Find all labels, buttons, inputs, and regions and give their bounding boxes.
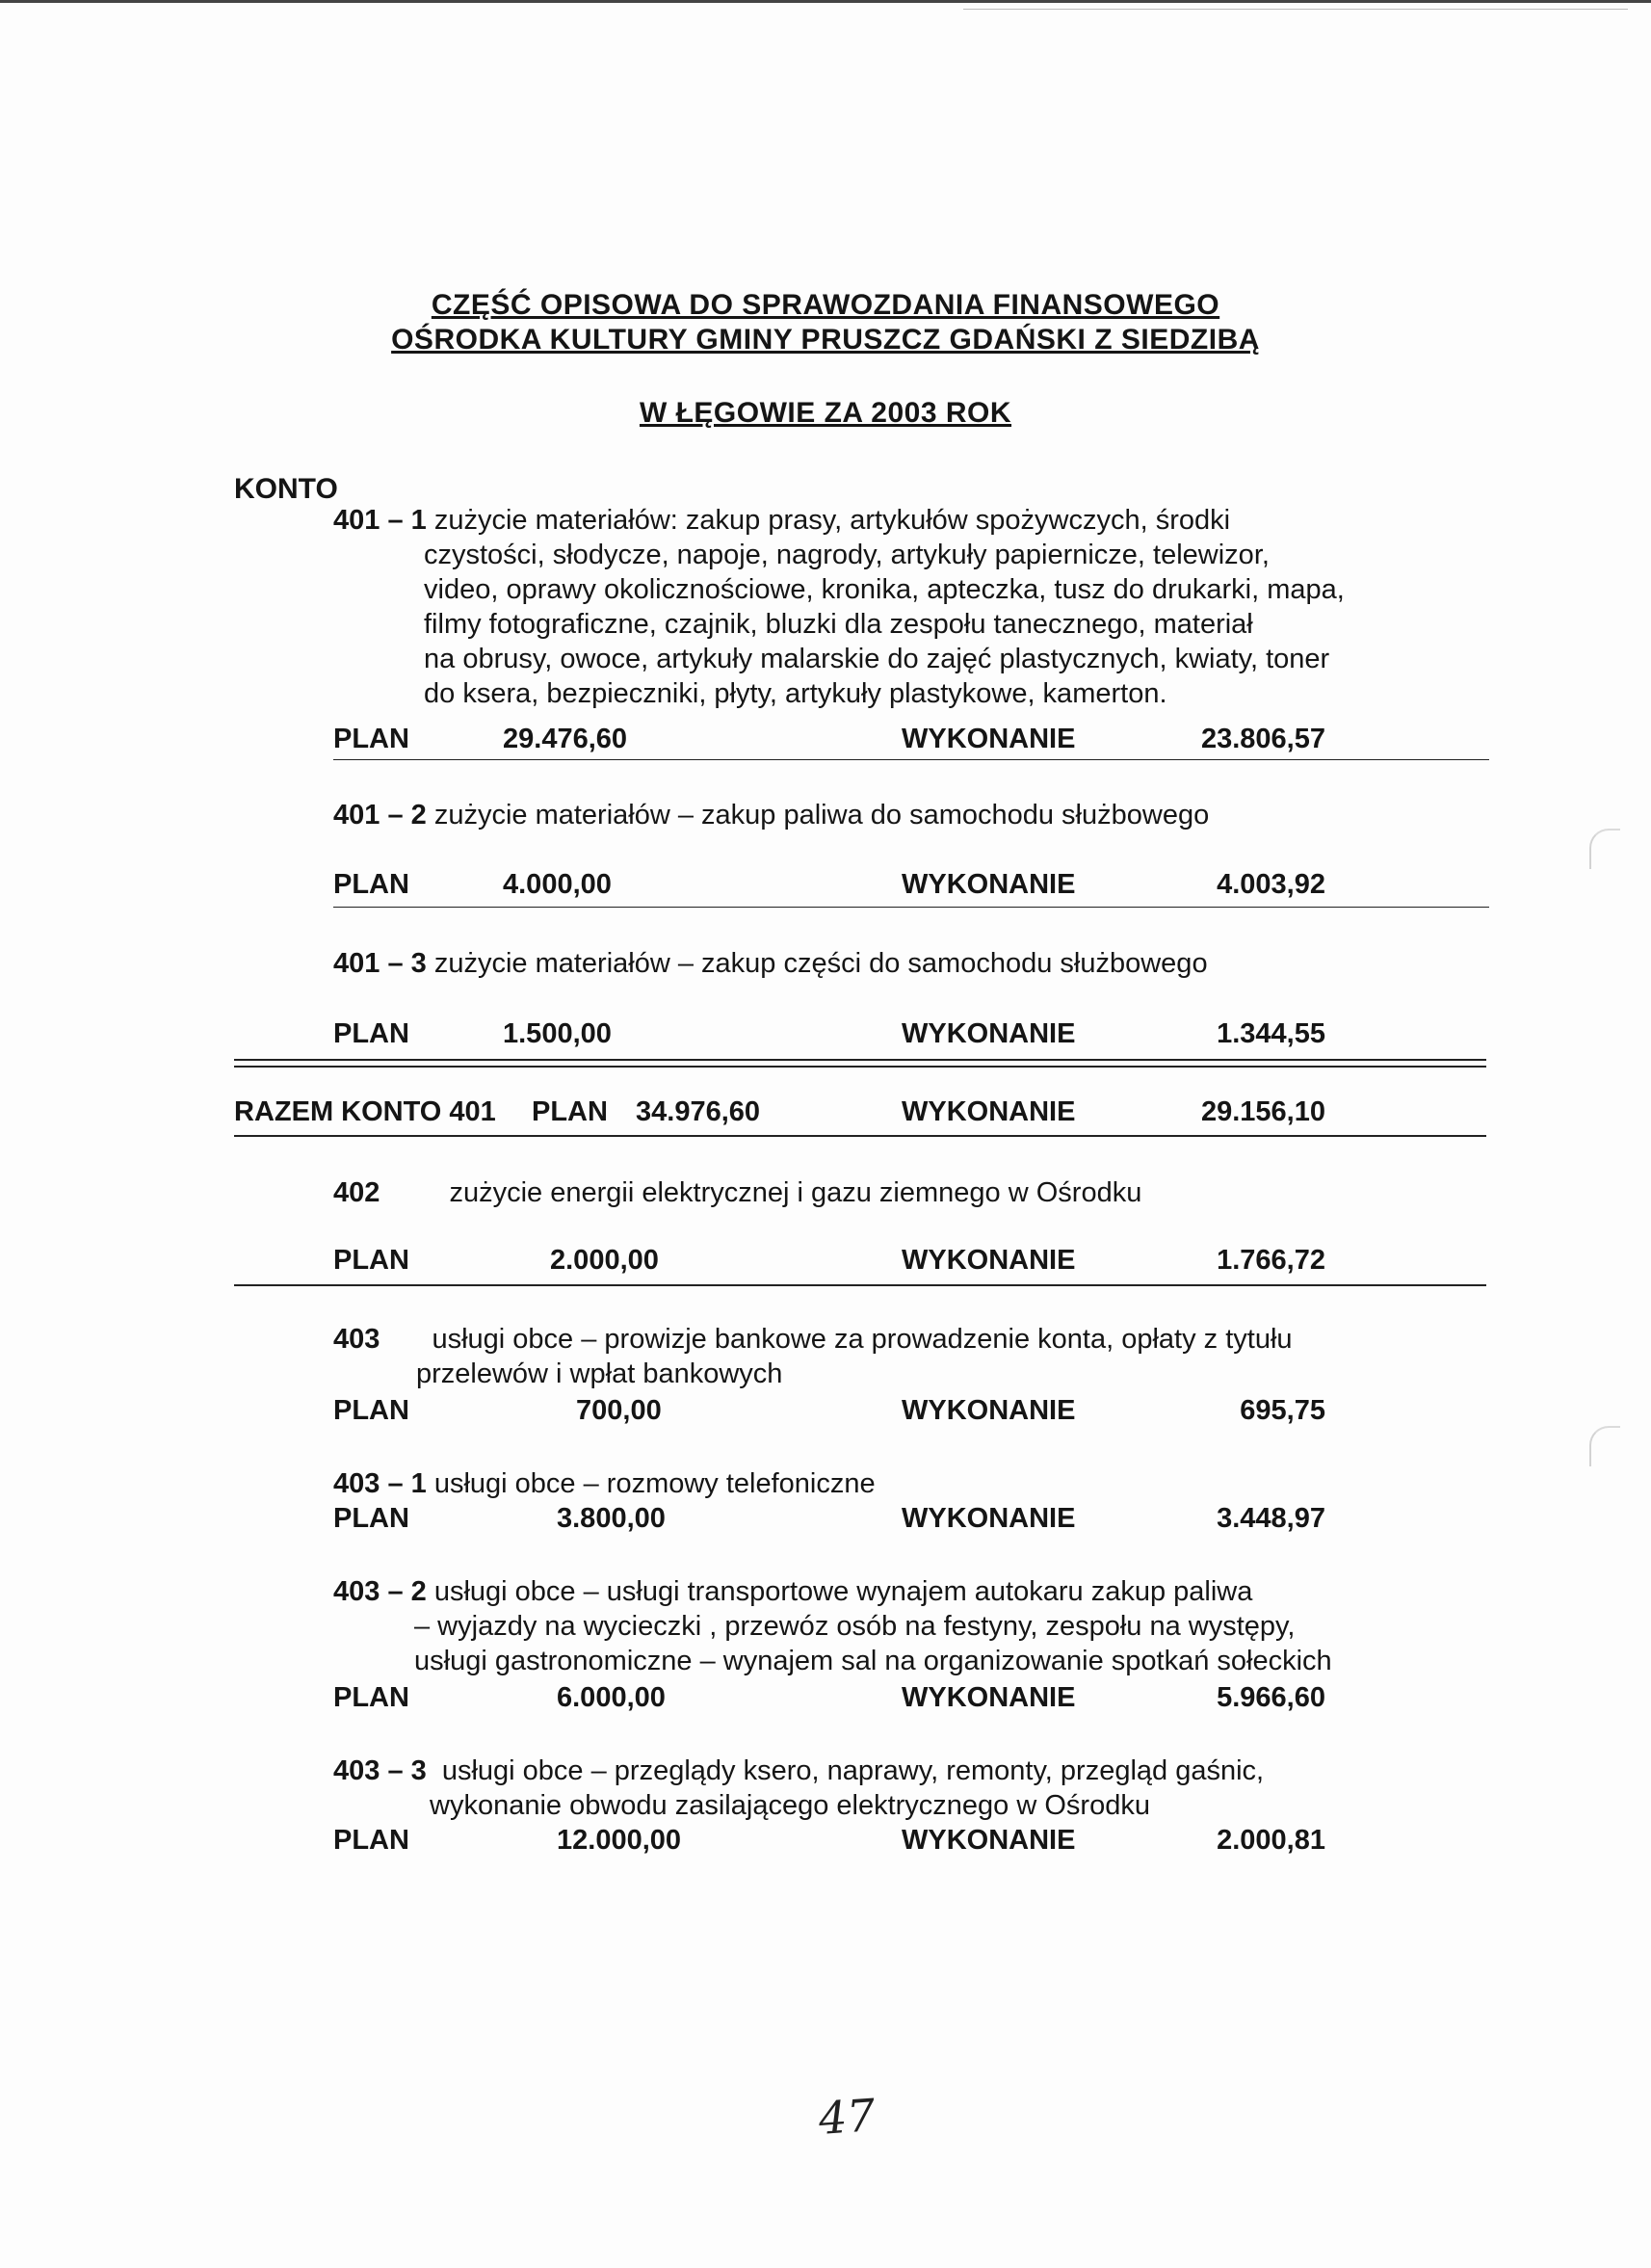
- section-code: 401 – 3: [333, 948, 427, 979]
- plan-label: PLAN: [333, 1825, 409, 1856]
- punch-hole-mark: [1589, 829, 1620, 869]
- section-text-line: do ksera, bezpieczniki, płyty, artykuły plastykowe, kamerton.: [424, 678, 1167, 709]
- plan-value: 29.476,60: [503, 724, 628, 754]
- divider: [333, 759, 1489, 760]
- plan-value: 2.000,00: [550, 1245, 659, 1276]
- section-text-line: filmy fotograficzne, czajnik, bluzki dla zespołu tanecznego, materiał: [424, 609, 1253, 640]
- total-plan-label: PLAN: [532, 1096, 608, 1127]
- plan-label: PLAN: [333, 1503, 409, 1534]
- plan-row-401-3: [333, 1018, 1325, 1051]
- wykonanie-label: WYKONANIE: [902, 1503, 1076, 1534]
- wykonanie-value: 5.966,60: [1217, 1682, 1325, 1713]
- wykonanie-value: 1.344,55: [1217, 1018, 1325, 1049]
- section-text-line: – wyjazdy na wycieczki , przewóz osób na festyny, zespołu na występy,: [414, 1611, 1296, 1642]
- plan-row-401-2: [333, 869, 1325, 902]
- section-text-line: video, oprawy okolicznościowe, kronika, apteczka, tusz do drukarki, mapa,: [424, 574, 1345, 605]
- plan-value: 4.000,00: [503, 869, 612, 900]
- plan-value: 1.500,00: [503, 1018, 612, 1049]
- wykonanie-value: 3.448,97: [1217, 1503, 1325, 1534]
- section-text-line: czystości, słodycze, napoje, nagrody, artykuły papiernicze, telewizor,: [424, 540, 1270, 570]
- document-title-line-3: W ŁĘGOWIE ZA 2003 ROK: [639, 397, 1012, 429]
- divider: [234, 1059, 1486, 1061]
- punch-hole-mark: [1589, 1426, 1620, 1466]
- divider: [234, 1135, 1486, 1137]
- plan-value: 700,00: [576, 1395, 662, 1426]
- section-code: 402: [333, 1177, 380, 1208]
- handwritten-page-number: 47: [817, 2089, 878, 2145]
- plan-row-403: [333, 1395, 1325, 1428]
- scan-edge-rule: [963, 9, 1628, 10]
- plan-row-403-3: [333, 1825, 1325, 1858]
- section-403-3: [333, 1754, 1489, 1823]
- plan-value: 6.000,00: [557, 1682, 666, 1713]
- section-code: 401 – 1: [333, 505, 427, 536]
- section-text-line: zużycie materiałów: zakup prasy, artykułów spożywczych, środki: [433, 505, 1231, 536]
- section-text-line: na obrusy, owoce, artykuły malarskie do zajęć plastycznych, kwiaty, toner: [424, 644, 1330, 674]
- plan-row-403-2: [333, 1682, 1325, 1715]
- plan-value: 3.800,00: [557, 1503, 666, 1534]
- scan-edge-line: [0, 0, 1651, 3]
- section-code: 403 – 2: [333, 1576, 427, 1607]
- total-wykonanie-value: 29.156,10: [1200, 1096, 1325, 1127]
- plan-row-402: [333, 1245, 1325, 1278]
- total-label: RAZEM KONTO 401: [234, 1096, 496, 1127]
- section-401-2: [333, 798, 1489, 832]
- total-wykonanie-label: WYKONANIE: [902, 1096, 1076, 1127]
- section-401-1: [333, 503, 1489, 711]
- wykonanie-label: WYKONANIE: [902, 869, 1076, 900]
- wykonanie-label: WYKONANIE: [902, 1395, 1076, 1426]
- section-402: [333, 1175, 1489, 1210]
- section-text-line: usługi gastronomiczne – wynajem sal na organizowanie spotkań sołeckich: [414, 1646, 1332, 1676]
- divider: [234, 1066, 1486, 1068]
- wykonanie-label: WYKONANIE: [902, 1825, 1076, 1856]
- konto-heading: KONTO: [234, 473, 338, 505]
- plan-label: PLAN: [333, 869, 409, 900]
- total-plan-value: 34.976,60: [636, 1096, 761, 1127]
- wykonanie-label: WYKONANIE: [902, 1245, 1076, 1276]
- section-code: 401 – 2: [333, 800, 427, 831]
- section-text-line: usługi obce – prowizje bankowe za prowadzenie konta, opłaty z tytułu: [432, 1324, 1293, 1355]
- document-title-line-2: OŚRODKA KULTURY GMINY PRUSZCZ GDAŃSKI Z SIEDZIBĄ: [391, 324, 1260, 356]
- section-text-line: przelewów i wpłat bankowych: [416, 1358, 783, 1389]
- wykonanie-value: 23.806,57: [1200, 724, 1325, 754]
- plan-value: 12.000,00: [557, 1825, 682, 1856]
- section-text-line: zużycie materiałów – zakup części do samochodu służbowego: [433, 948, 1208, 979]
- wykonanie-label: WYKONANIE: [902, 724, 1076, 754]
- section-401-3: [333, 946, 1489, 981]
- plan-row-401-1: [333, 724, 1325, 756]
- section-text-line: usługi obce – usługi transportowe wynajem autokaru zakup paliwa: [433, 1576, 1253, 1607]
- divider: [333, 907, 1489, 908]
- document-title-line-1: CZĘŚĆ OPISOWA DO SPRAWOZDANIA FINANSOWEGO: [431, 289, 1220, 321]
- section-text-line: usługi obce – przeglądy ksero, naprawy, remonty, przegląd gaśnic,: [441, 1755, 1265, 1786]
- wykonanie-value: 1.766,72: [1217, 1245, 1325, 1276]
- divider: [234, 1284, 1486, 1286]
- section-403-2: [333, 1574, 1489, 1678]
- section-text-line: zużycie energii elektrycznej i gazu ziemnego w Ośrodku: [449, 1177, 1142, 1208]
- wykonanie-value: 4.003,92: [1217, 869, 1325, 900]
- wykonanie-value: 695,75: [1240, 1395, 1325, 1426]
- section-403-1: [333, 1466, 1489, 1501]
- plan-label: PLAN: [333, 724, 409, 754]
- section-code: 403 – 1: [333, 1468, 427, 1499]
- plan-label: PLAN: [333, 1018, 409, 1049]
- plan-label: PLAN: [333, 1682, 409, 1713]
- section-text-line: usługi obce – rozmowy telefoniczne: [433, 1468, 876, 1499]
- wykonanie-label: WYKONANIE: [902, 1018, 1076, 1049]
- section-403: [333, 1322, 1489, 1391]
- section-code: 403 – 3: [333, 1755, 427, 1786]
- wykonanie-label: WYKONANIE: [902, 1682, 1076, 1713]
- section-text-line: wykonanie obwodu zasilającego elektrycznego w Ośrodku: [430, 1790, 1150, 1821]
- total-row-401: [234, 1096, 1325, 1129]
- plan-label: PLAN: [333, 1395, 409, 1426]
- section-code: 403: [333, 1324, 380, 1355]
- wykonanie-value: 2.000,81: [1217, 1825, 1325, 1856]
- plan-label: PLAN: [333, 1245, 409, 1276]
- plan-row-403-1: [333, 1503, 1325, 1536]
- section-text-line: zużycie materiałów – zakup paliwa do samochodu służbowego: [433, 800, 1210, 831]
